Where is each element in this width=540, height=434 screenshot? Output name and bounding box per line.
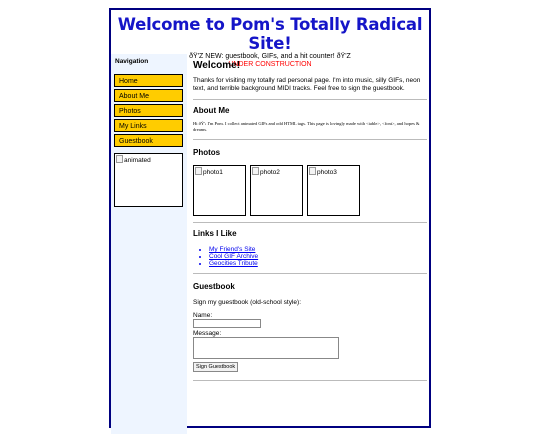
divider [193, 99, 427, 100]
animated-alt-text: animated [124, 157, 151, 164]
site-title: Welcome to Pom's Totally Radical Site! [117, 15, 423, 53]
welcome-heading: Welcome! [193, 60, 241, 71]
broken-image-icon [252, 167, 259, 175]
divider [193, 222, 427, 223]
link-geocities-tribute[interactable]: Geocities Tribute [209, 260, 258, 267]
welcome-text: Thanks for visiting my totally rad personal page. I'm into music, silly GIFs, neon text, and terrible background MIDI tracks. Feel free to sign the guestbook. [193, 77, 421, 92]
nav-my-links[interactable]: My Links [114, 119, 183, 132]
name-label: Name: [193, 312, 213, 319]
photo-gallery [193, 165, 427, 216]
nav-photos[interactable]: Photos [114, 104, 183, 117]
list-item [209, 260, 427, 267]
about-text: Hi ðŸ'‹ I'm Pom. I collect animated GIFs and odd HTML tags. This page is lovingly made with <table>, <font>, and hopes & dreams. [193, 121, 420, 132]
nav-title: Navigation [115, 58, 149, 65]
link-gif-archive[interactable]: Cool GIF Archive [209, 253, 259, 260]
message-label: Message: [193, 330, 222, 337]
photo-alt-3: photo3 [317, 169, 337, 176]
nav-home[interactable]: Home [114, 74, 183, 87]
guestbook-heading: Guestbook [193, 282, 235, 291]
broken-image-icon [195, 167, 202, 175]
sidebar [111, 54, 187, 434]
about-heading: About Me [193, 106, 230, 115]
photo-thumb-1[interactable] [193, 165, 246, 216]
sign-guestbook-button[interactable]: Sign Guestbook [193, 362, 238, 372]
list-item [209, 246, 427, 253]
name-field[interactable] [193, 319, 261, 328]
links-list [193, 246, 427, 267]
link-friends-site[interactable]: My Friend's Site [209, 246, 256, 253]
divider [193, 139, 427, 140]
broken-image-icon [116, 155, 123, 163]
guestbook-intro: Sign my guestbook (old-school style): [193, 299, 302, 306]
photo-thumb-2[interactable] [250, 165, 303, 216]
construction-notice: UNDER CONSTRUCTION [228, 61, 312, 68]
broken-image-icon [309, 167, 316, 175]
divider [193, 380, 427, 381]
nav-about-me[interactable]: About Me [114, 89, 183, 102]
message-field[interactable] [193, 337, 339, 359]
nav-guestbook[interactable]: Guestbook [114, 134, 183, 147]
photo-thumb-3[interactable] [307, 165, 360, 216]
divider [193, 273, 427, 274]
list-item [209, 253, 427, 260]
animated-gif-box [114, 153, 183, 207]
photo-alt-1: photo1 [203, 169, 223, 176]
photo-alt-2: photo2 [260, 169, 280, 176]
news-line: ðŸ'Z NEW: guestbook, GIFs, and a hit counter! ðŸ'Z [189, 53, 351, 60]
page-frame [109, 8, 431, 428]
main-content [193, 54, 427, 381]
photos-heading: Photos [193, 148, 221, 157]
guestbook-form [193, 299, 427, 372]
links-heading: Links I Like [193, 229, 237, 238]
